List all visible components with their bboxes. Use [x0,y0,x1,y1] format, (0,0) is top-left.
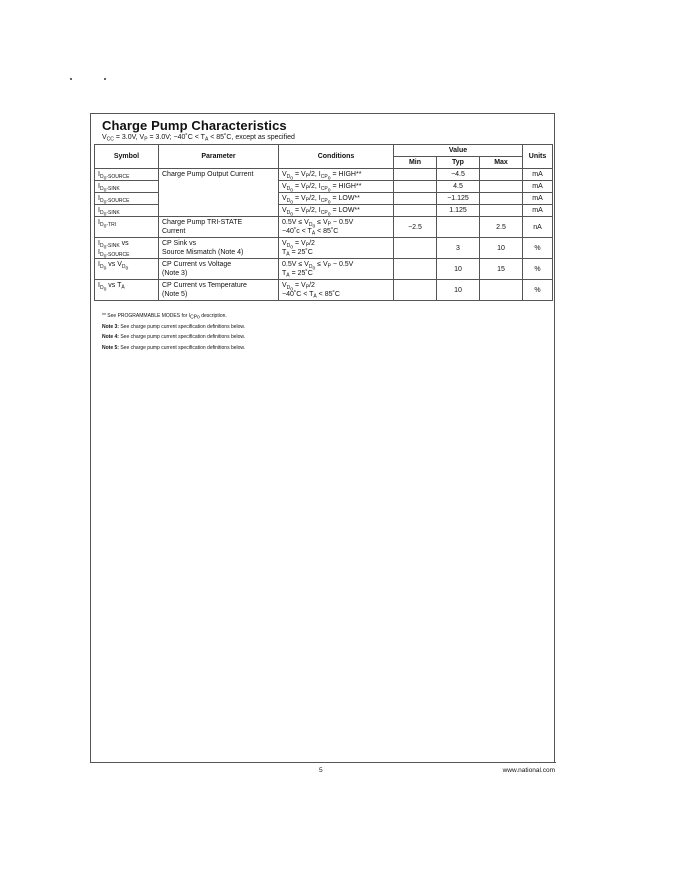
header-min: Min [394,157,437,169]
units-cell: % [523,238,553,259]
units-cell: mA [523,181,553,193]
units-cell: % [523,259,553,280]
typ-cell: −1.125 [437,193,480,205]
condition-cell: $0.5V \le V_{D_o} \le V_P - 0.5V$ $T_A$ = 25˚C [279,259,394,280]
symbol-cell: $I_{D_o-SOURCE}$ [95,169,159,181]
parameter-cell: Charge Pump TRI-STATE Current [159,217,279,238]
conditions-subtitle: $V_{CC} = 3.0V$, $V_P = 3.0V$; −40˚C < $T_A$ < 85˚C, except as specified [102,134,295,143]
header-value: Value [394,145,523,157]
margin-mark [70,78,72,80]
min-cell [394,193,437,205]
min-cell [394,169,437,181]
table-row [95,238,553,259]
parameter-cell: CP Sink vs Source Mismatch (Note 4) [159,238,279,259]
page-frame-bottom [90,762,556,763]
typ-cell: 10 [437,259,480,280]
symbol-cell: $I_{D_o-SOURCE}$ [95,193,159,205]
page-number: 5 [319,767,323,774]
typ-cell: 1.125 [437,205,480,217]
units-cell: mA [523,205,553,217]
table-row [95,217,553,238]
header-symbol: Symbol [95,145,159,169]
symbol-cell: $I_{D_o}$ vs $T_A$ [95,280,159,301]
note-3: Note 3: See charge pump current specification definitions below. [102,323,246,330]
note-5: Note 5: See charge pump current specification definitions below. [102,344,246,351]
min-cell [394,181,437,193]
note-4: Note 4: See charge pump current specification definitions below. [102,334,246,340]
charge-pump-table [94,144,553,301]
table-row [95,280,553,301]
typ-cell: 3 [437,238,480,259]
units-cell: mA [523,169,553,181]
typ-cell: 10 [437,280,480,301]
min-cell [394,238,437,259]
header-units: Units [523,145,553,169]
margin-mark [104,78,106,80]
max-cell: 2.5 [480,217,523,238]
symbol-cell: $I_{D_o}$ vs $V_{D_o}$ [95,259,159,280]
section-title: Charge Pump Characteristics [102,118,287,133]
parameter-cell: Charge Pump Output Current [159,169,279,217]
units-cell: nA [523,217,553,238]
symbol-cell: $I_{D_o-TRI}$ [95,217,159,238]
max-cell [480,181,523,193]
header-parameter: Parameter [159,145,279,169]
footer-url: www.national.com [502,767,555,774]
condition-cell: $V_{D_o} = V_P/2$, $I_{CP_o}$ = HIGH** [279,181,394,193]
symbol-cell: $I_{D_o-SINK}$ vs $I_{D_o-SOURCE}$ [95,238,159,259]
max-cell: 15 [480,259,523,280]
units-cell: % [523,280,553,301]
min-cell [394,205,437,217]
table-row [95,259,553,280]
max-cell: 10 [480,238,523,259]
typ-cell: 4.5 [437,181,480,193]
typ-cell [437,217,480,238]
condition-cell: $V_{D_o} = V_P/2$, $I_{CP_o} = LOW**$ [279,205,394,217]
condition-cell: $V_{D_o} = V_P/2$, $I_{CP_o} = LOW**$ [279,193,394,205]
condition-cell: $V_{D_o} = V_P/2$ $T_A$ = 25˚C [279,238,394,259]
min-cell [394,280,437,301]
parameter-cell: CP Current vs Voltage (Note 3) [159,259,279,280]
header-max: Max [480,157,523,169]
parameter-cell: CP Current vs Temperature (Note 5) [159,280,279,301]
max-cell [480,169,523,181]
symbol-cell: $I_{D_o-SINK}$ [95,205,159,217]
symbol-cell: $I_{D_o-SINK}$ [95,181,159,193]
table-notes [102,311,245,353]
max-cell [480,205,523,217]
programmable-modes-note: ** See PROGRAMMABLE MODES for $I_{CPo}$ description. [102,313,227,321]
condition-cell: $V_{D_o} = V_P/2$ −40˚C < $T_A$ < 85˚C [279,280,394,301]
condition-cell: $0.5V \le V_{D_o} \le V_P - 0.5V$ −40˚c < $T_A$ < 85˚C [279,217,394,238]
units-cell: mA [523,193,553,205]
header-conditions: Conditions [279,145,394,169]
min-cell [394,259,437,280]
table-row [95,169,553,181]
max-cell [480,193,523,205]
max-cell [480,280,523,301]
min-cell: −2.5 [394,217,437,238]
condition-cell: $V_{D_o} = V_P/2$, $I_{CP_o}$ = HIGH** [279,169,394,181]
header-typ: Typ [437,157,480,169]
typ-cell: −4.5 [437,169,480,181]
